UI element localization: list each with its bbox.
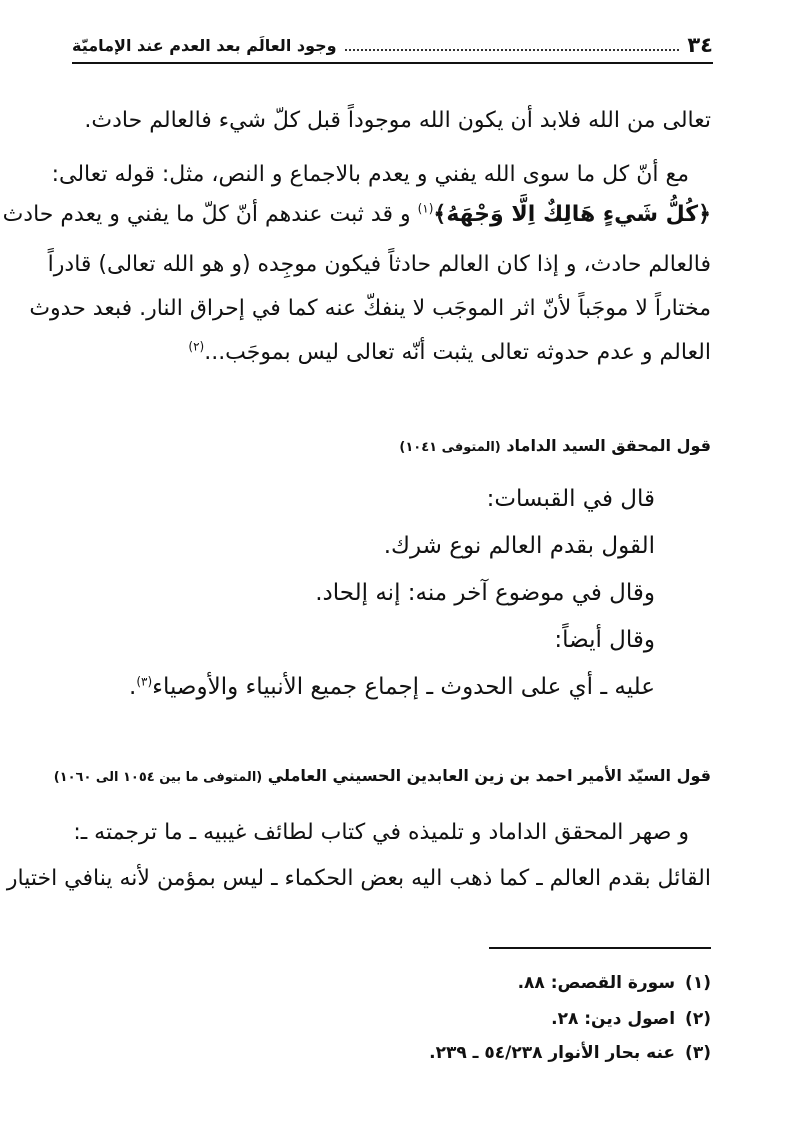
- body-line-4: فالعالم حادث، و إذا كان العالم حادثاً فيكون موجِده (و هو الله تعالى) قادراً: [47, 252, 711, 277]
- body-line-3: [2, 201, 711, 227]
- header-leader-dots: [345, 49, 680, 51]
- quote-line-5-text: عليه ـ أي على الحدوث ـ إجماع جميع الأنبياء والأوصياء: [152, 674, 655, 700]
- section2-line-1: و صهر المحقق الداماد و تلميذه في كتاب لطائف غيبيه ـ ما ترجمته ـ:: [73, 820, 689, 845]
- section-heading-damad-title: قول المحقق السيد الداماد: [506, 436, 711, 455]
- footnote-2: [551, 1009, 711, 1029]
- footnote-divider: [489, 947, 711, 949]
- footnote-1-text: سورة القصص: ٨٨.: [517, 973, 676, 993]
- body-line-2: مع أنّ كل ما سوى الله يفني و يعدم بالاجماع و النص، مثل: قوله تعالى:: [51, 162, 689, 187]
- footnote-3-number: (٣): [685, 1043, 711, 1063]
- section-heading-ameli: [53, 766, 711, 785]
- footnote-3-text: عنه بحار الأنوار ٥٤/٢٣٨ ـ ٢٣٩.: [429, 1043, 676, 1063]
- section-heading-ameli-note: (المتوفى ما بين ١٠٥٤ الى ١٠٦٠): [53, 770, 263, 785]
- section-heading-ameli-title: قول السيّد الأمير احمد بن زين العابدين الحسيني العاملي: [267, 766, 711, 785]
- section-heading-damad-note: (المتوفى ١٠٤١): [399, 440, 501, 455]
- footnote-2-text: اصول دين: ٢٨.: [551, 1009, 676, 1029]
- running-header: [72, 30, 713, 64]
- footnote-mark-3: (٣): [136, 674, 153, 689]
- footnote-3: [429, 1043, 711, 1063]
- page-number: ٣٤: [687, 33, 713, 57]
- quran-verse: ﴿كُلُّ شَيءٍ هَالِكٌ اِلَّا وَجْهَهُ﴾: [433, 202, 711, 227]
- footnote-1: [518, 973, 711, 993]
- quote-line-4: وقال أيضاً:: [554, 627, 655, 653]
- body-line-1: تعالى من الله فلابد أن يكون الله موجوداً قبل كلّ شيء فالعالم حادث.: [84, 108, 711, 133]
- quote-line-3: وقال في موضوع آخر منه: إنه إلحاد.: [315, 580, 655, 606]
- footnote-mark-2: (٢): [188, 339, 205, 354]
- running-title: وجود العالَم بعد العدم عند الإماميّة: [72, 35, 337, 55]
- section-heading-damad: [72, 436, 711, 455]
- section2-line-2: القائل بقدم العالم ـ كما ذهب اليه بعض الحكماء ـ ليس بمؤمن لأنه ينافي اختيار: [6, 866, 711, 891]
- body-line-3-text: و قد ثبت عندهم أنّ كلّ ما يفني و يعدم حادث: [2, 202, 411, 227]
- quote-line-5: عليه ـ أي على الحدوث ـ إجماع جميع الأنبياء والأوصياء$^{(٣)}$.: [129, 674, 655, 700]
- footnote-2-number: (٢): [685, 1009, 711, 1029]
- body-line-6: [72, 340, 711, 365]
- quote-line-2: القول بقدم العالم نوع شرك.: [383, 533, 655, 559]
- footnote-1-number: (١): [685, 973, 711, 993]
- body-line-6-text: العالم و عدم حدوثه تعالى يثبت أنّه تعالى ليس بموجَب...: [204, 340, 711, 365]
- body-line-5: مختاراً لا موجَباً لأنّ اثر الموجَب لا ينفكّ عنه كما في إحراق النار. فبعد حدوث: [29, 296, 711, 321]
- footnote-mark-1: (١): [417, 201, 434, 216]
- quote-line-1: قال في القبسات:: [486, 486, 655, 512]
